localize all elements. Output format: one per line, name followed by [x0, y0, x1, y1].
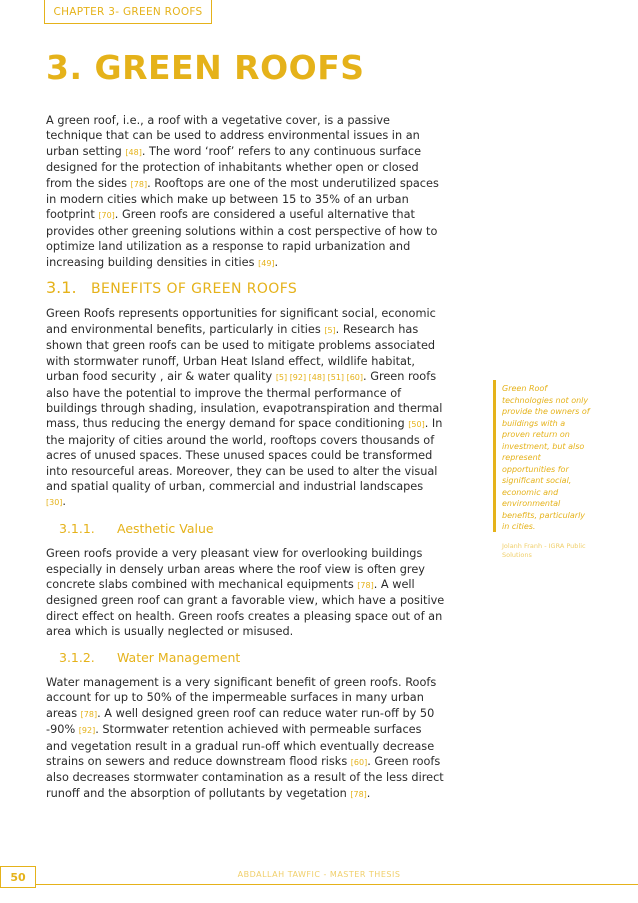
- intro-paragraph: [46, 113, 446, 271]
- section-number: 3.1.: [46, 278, 77, 298]
- benefits-text-1: Green Roofs represents opportunities for significant social, economic and environmental benefits, particularly in cities: [46, 307, 436, 336]
- intro-text-2: . The word ‘roof’ refers to any continuous surface designed for the protection of inhabitants whether open or closed from the sides: [46, 144, 422, 190]
- intro-text-3: . Rooftops are one of the most underutilized spaces in modern cities which make up between 15 to 35% of an urban footprint: [46, 176, 439, 222]
- citation-78: [78]: [80, 709, 98, 719]
- quote-text: Green Roof technologies not only provide the owners of buildings with a proven return on investment, but also represent opportunities for significant social, economic and environmental benefits, particularly in cities.: [502, 384, 590, 531]
- section-heading-3-1-1: [59, 521, 446, 536]
- chapter-label: CHAPTER 3- GREEN ROOFS: [53, 5, 203, 18]
- citation-78: [78]: [130, 179, 148, 189]
- citation-78: [78]: [357, 580, 374, 590]
- subsection-title: Aesthetic Value: [117, 520, 214, 536]
- aesthetic-text-2: . A well designed green roof can grant a favorable view, which have a positive direct effect on health. Green roofs creates a pleasing space out of an area which is usually neglected or misused.: [46, 577, 445, 639]
- citation-group: [5] [92] [48] [51] [60]: [275, 373, 364, 383]
- main-content: [46, 113, 446, 802]
- benefits-text-5: .: [62, 495, 67, 509]
- citation-50: [50]: [408, 420, 425, 430]
- sidebar-quote: [493, 380, 591, 559]
- citation-5: [5]: [324, 325, 336, 335]
- subsection-number: 3.1.2.: [59, 649, 95, 665]
- chapter-header-tab: [44, 0, 212, 24]
- water-text-3: . Stormwater retention achieved with permeable surfaces and vegetation result in a gradual run-off which eventually decrease strains on sewers and reduce downstream flood risks: [46, 723, 435, 769]
- section-title: BENEFITS OF GREEN ROOFS: [91, 281, 298, 298]
- citation-92: [92]: [78, 726, 96, 736]
- intro-text-1: A green roof, i.e., a roof with a vegetative cover, is a passive technique that can be used to address environmental issues in an urban setting: [46, 114, 420, 158]
- water-text-4: . Green roofs also decreases stormwater contamination as a result of the less direct runoff and the absorption of pollutants by vegetation: [46, 755, 444, 800]
- footer-divider: [0, 884, 638, 885]
- water-text-1: Water management is a very significant benefit of green roofs. Roofs account for up to 50% of the impermeable surfaces in many urban areas: [46, 676, 437, 720]
- citation-70: [70]: [98, 211, 115, 221]
- citation-30: [30]: [46, 498, 63, 508]
- section-heading-3-1: [46, 280, 446, 297]
- page-title: 3. GREEN ROOFS: [46, 48, 365, 87]
- citation-78: [78]: [350, 789, 367, 799]
- footer-text: ABDALLAH TAWFIC - MASTER THESIS: [237, 870, 401, 879]
- water-text-2: . A well designed green roof can reduce water run-off by 50 -90%: [46, 706, 435, 737]
- subsection-number: 3.1.1.: [59, 520, 95, 536]
- page-number: 50: [0, 866, 36, 888]
- subsection-title: Water Management: [117, 649, 241, 665]
- aesthetic-paragraph: [46, 546, 446, 639]
- aesthetic-text-1: Green roofs provide a very pleasant view for overlooking buildings especially in densely urban areas where the roof view is often grey concrete slabs combined with mechanical equipments: [46, 547, 425, 591]
- benefits-text-4: . In the majority of cities around the world, rooftops covers thousands of acres of unused spaces. These unused spaces could be transformed into resourceful areas. Moreover, they can be used to alter the visual and spatial quality of urban, commercial and industrial landscapes: [46, 417, 443, 493]
- citation-48: [48]: [125, 147, 142, 157]
- intro-text-4: . Green roofs are considered a useful alternative that provides other greening solutions within a cost perspective of how to optimize land utilization as a response to rapid urbanization and increasing building densities in cities: [46, 208, 438, 269]
- citation-49: [49]: [258, 258, 275, 268]
- quote-source: Jolanh Franh - IGRA Public Solutions: [502, 541, 586, 559]
- water-text-5: .: [366, 786, 371, 800]
- water-paragraph: [46, 675, 446, 802]
- section-heading-3-1-2: [59, 650, 446, 665]
- intro-text-5: .: [274, 255, 279, 269]
- benefits-text-2: . Research has shown that green roofs can be used to mitigate problems associated with stormwater runoff, Urban Heat Island effect, wildlife habitat, urban food security , air & water quality: [46, 322, 436, 384]
- benefits-paragraph: [46, 306, 446, 510]
- benefits-text-3: . Green roofs also have the potential to improve the thermal performance of buildings through shading, insulation, evapotranspiration and thermal mass, thus reducing the energy demand for space conditioning: [46, 370, 443, 431]
- citation-60: [60]: [350, 758, 368, 768]
